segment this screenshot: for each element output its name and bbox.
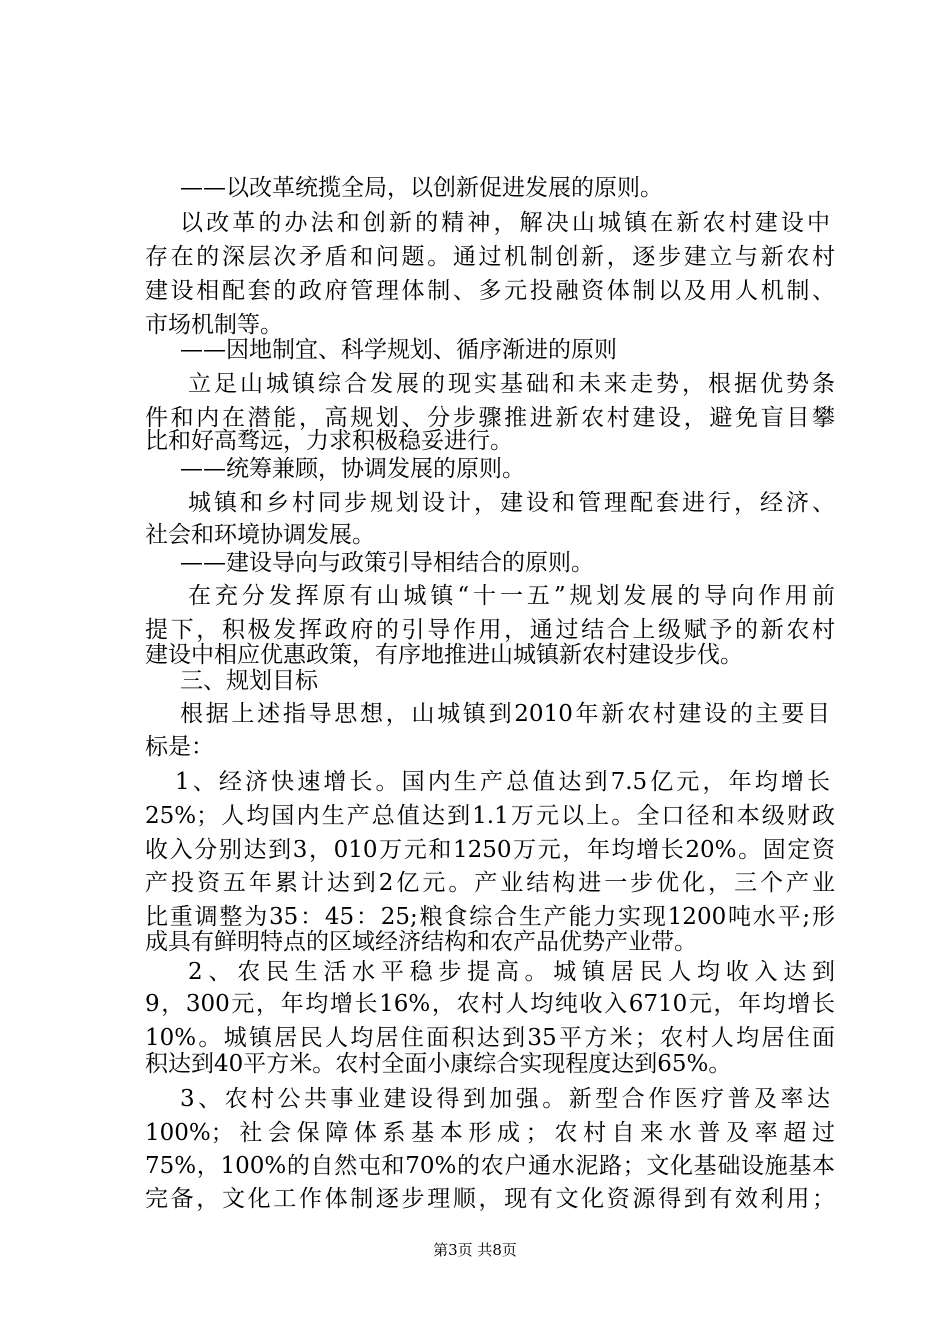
paragraph-line: 10%。城镇居民人均居住面积达到35平方米；农村人均居住面 xyxy=(145,1025,835,1051)
paragraph-line: 标是： xyxy=(145,734,214,760)
paragraph-line: 在充分发挥原有山城镇“十一五”规划发展的导向作用前 xyxy=(188,583,835,609)
paragraph-line: 积达到40平方米。农村全面小康综合实现程度达到65%。 xyxy=(145,1051,732,1077)
heading-principle-reform: ——以改革统揽全局，以创新促进发展的原则。 xyxy=(180,175,663,201)
paragraph-line: 成具有鲜明特点的区域经济结构和农产品优势产业带。 xyxy=(145,929,697,955)
paragraph-line: 社会和环境协调发展。 xyxy=(145,522,375,548)
paragraph-line: 建设相配套的政府管理体制、多元投融资体制以及用人机制、 xyxy=(145,278,835,304)
paragraph-line: 建设中相应优惠政策，有序地推进山城镇新农村建设步伐。 xyxy=(145,642,743,668)
paragraph-line: 25%；人均国内生产总值达到1.1万元以上。全口径和本级财政 xyxy=(145,803,835,829)
goal-item-economy: 1、经济快速增长。国内生产总值达到7.5亿元，年均增长 xyxy=(175,769,830,795)
paragraph-line: 100%；社会保障体系基本形成；农村自来水普及率超过 xyxy=(145,1120,835,1146)
paragraph-line: 收入分别达到3，010万元和1250万元，年均增长20%。固定资 xyxy=(145,837,835,863)
paragraph-line: 75%，100%的自然屯和70%的农户通水泥路；文化基础设施基本 xyxy=(145,1153,835,1179)
paragraph-line: 以改革的办法和创新的精神，解决山城镇在新农村建设中 xyxy=(180,210,830,236)
paragraph-line: 9，300元，年均增长16%，农村人均纯收入6710元，年均增长 xyxy=(145,991,835,1017)
goal-item-public: 3、农村公共事业建设得到加强。新型合作医疗普及率达 xyxy=(180,1086,830,1112)
paragraph-line: 产投资五年累计达到2亿元。产业结构进一步优化，三个产业 xyxy=(145,870,835,896)
paragraph-line: 完备，文化工作体制逐步理顺，现有文化资源得到有效利用； xyxy=(145,1186,835,1212)
paragraph-line: 比重调整为35：45：25;粮食综合生产能力实现1200吨水平;形 xyxy=(145,904,835,930)
heading-principle-coordination: ——统筹兼顾，协调发展的原则。 xyxy=(180,456,525,482)
page-footer: 第3页 共8页 xyxy=(433,1241,517,1259)
paragraph-line: 城镇和乡村同步规划设计，建设和管理配套进行，经济、 xyxy=(188,490,835,516)
heading-principle-policy: ——建设导向与政策引导相结合的原则。 xyxy=(180,550,594,576)
section-heading-goals: 三、规划目标 xyxy=(180,668,318,694)
heading-principle-local: ——因地制宜、科学规划、循序渐进的原则 xyxy=(180,337,617,363)
paragraph-line: 市场机制等。 xyxy=(145,312,283,338)
paragraph-line: 立足山城镇综合发展的现实基础和未来走势，根据优势条 xyxy=(188,371,835,397)
paragraph-line: 存在的深层次矛盾和问题。通过机制创新，逐步建立与新农村 xyxy=(145,244,835,270)
paragraph-line: 根据上述指导思想，山城镇到2010年新农村建设的主要目 xyxy=(180,701,830,727)
paragraph-line: 提下，积极发挥政府的引导作用，通过结合上级赋予的新农村 xyxy=(145,617,835,643)
goal-item-living: 2、农民生活水平稳步提高。城镇居民人均收入达到 xyxy=(188,959,835,985)
paragraph-line: 件和内在潜能，高规划、分步骤推进新农村建设，避免盲目攀 xyxy=(145,405,835,431)
paragraph-line: 比和好高骛远，力求积极稳妥进行。 xyxy=(145,428,513,454)
